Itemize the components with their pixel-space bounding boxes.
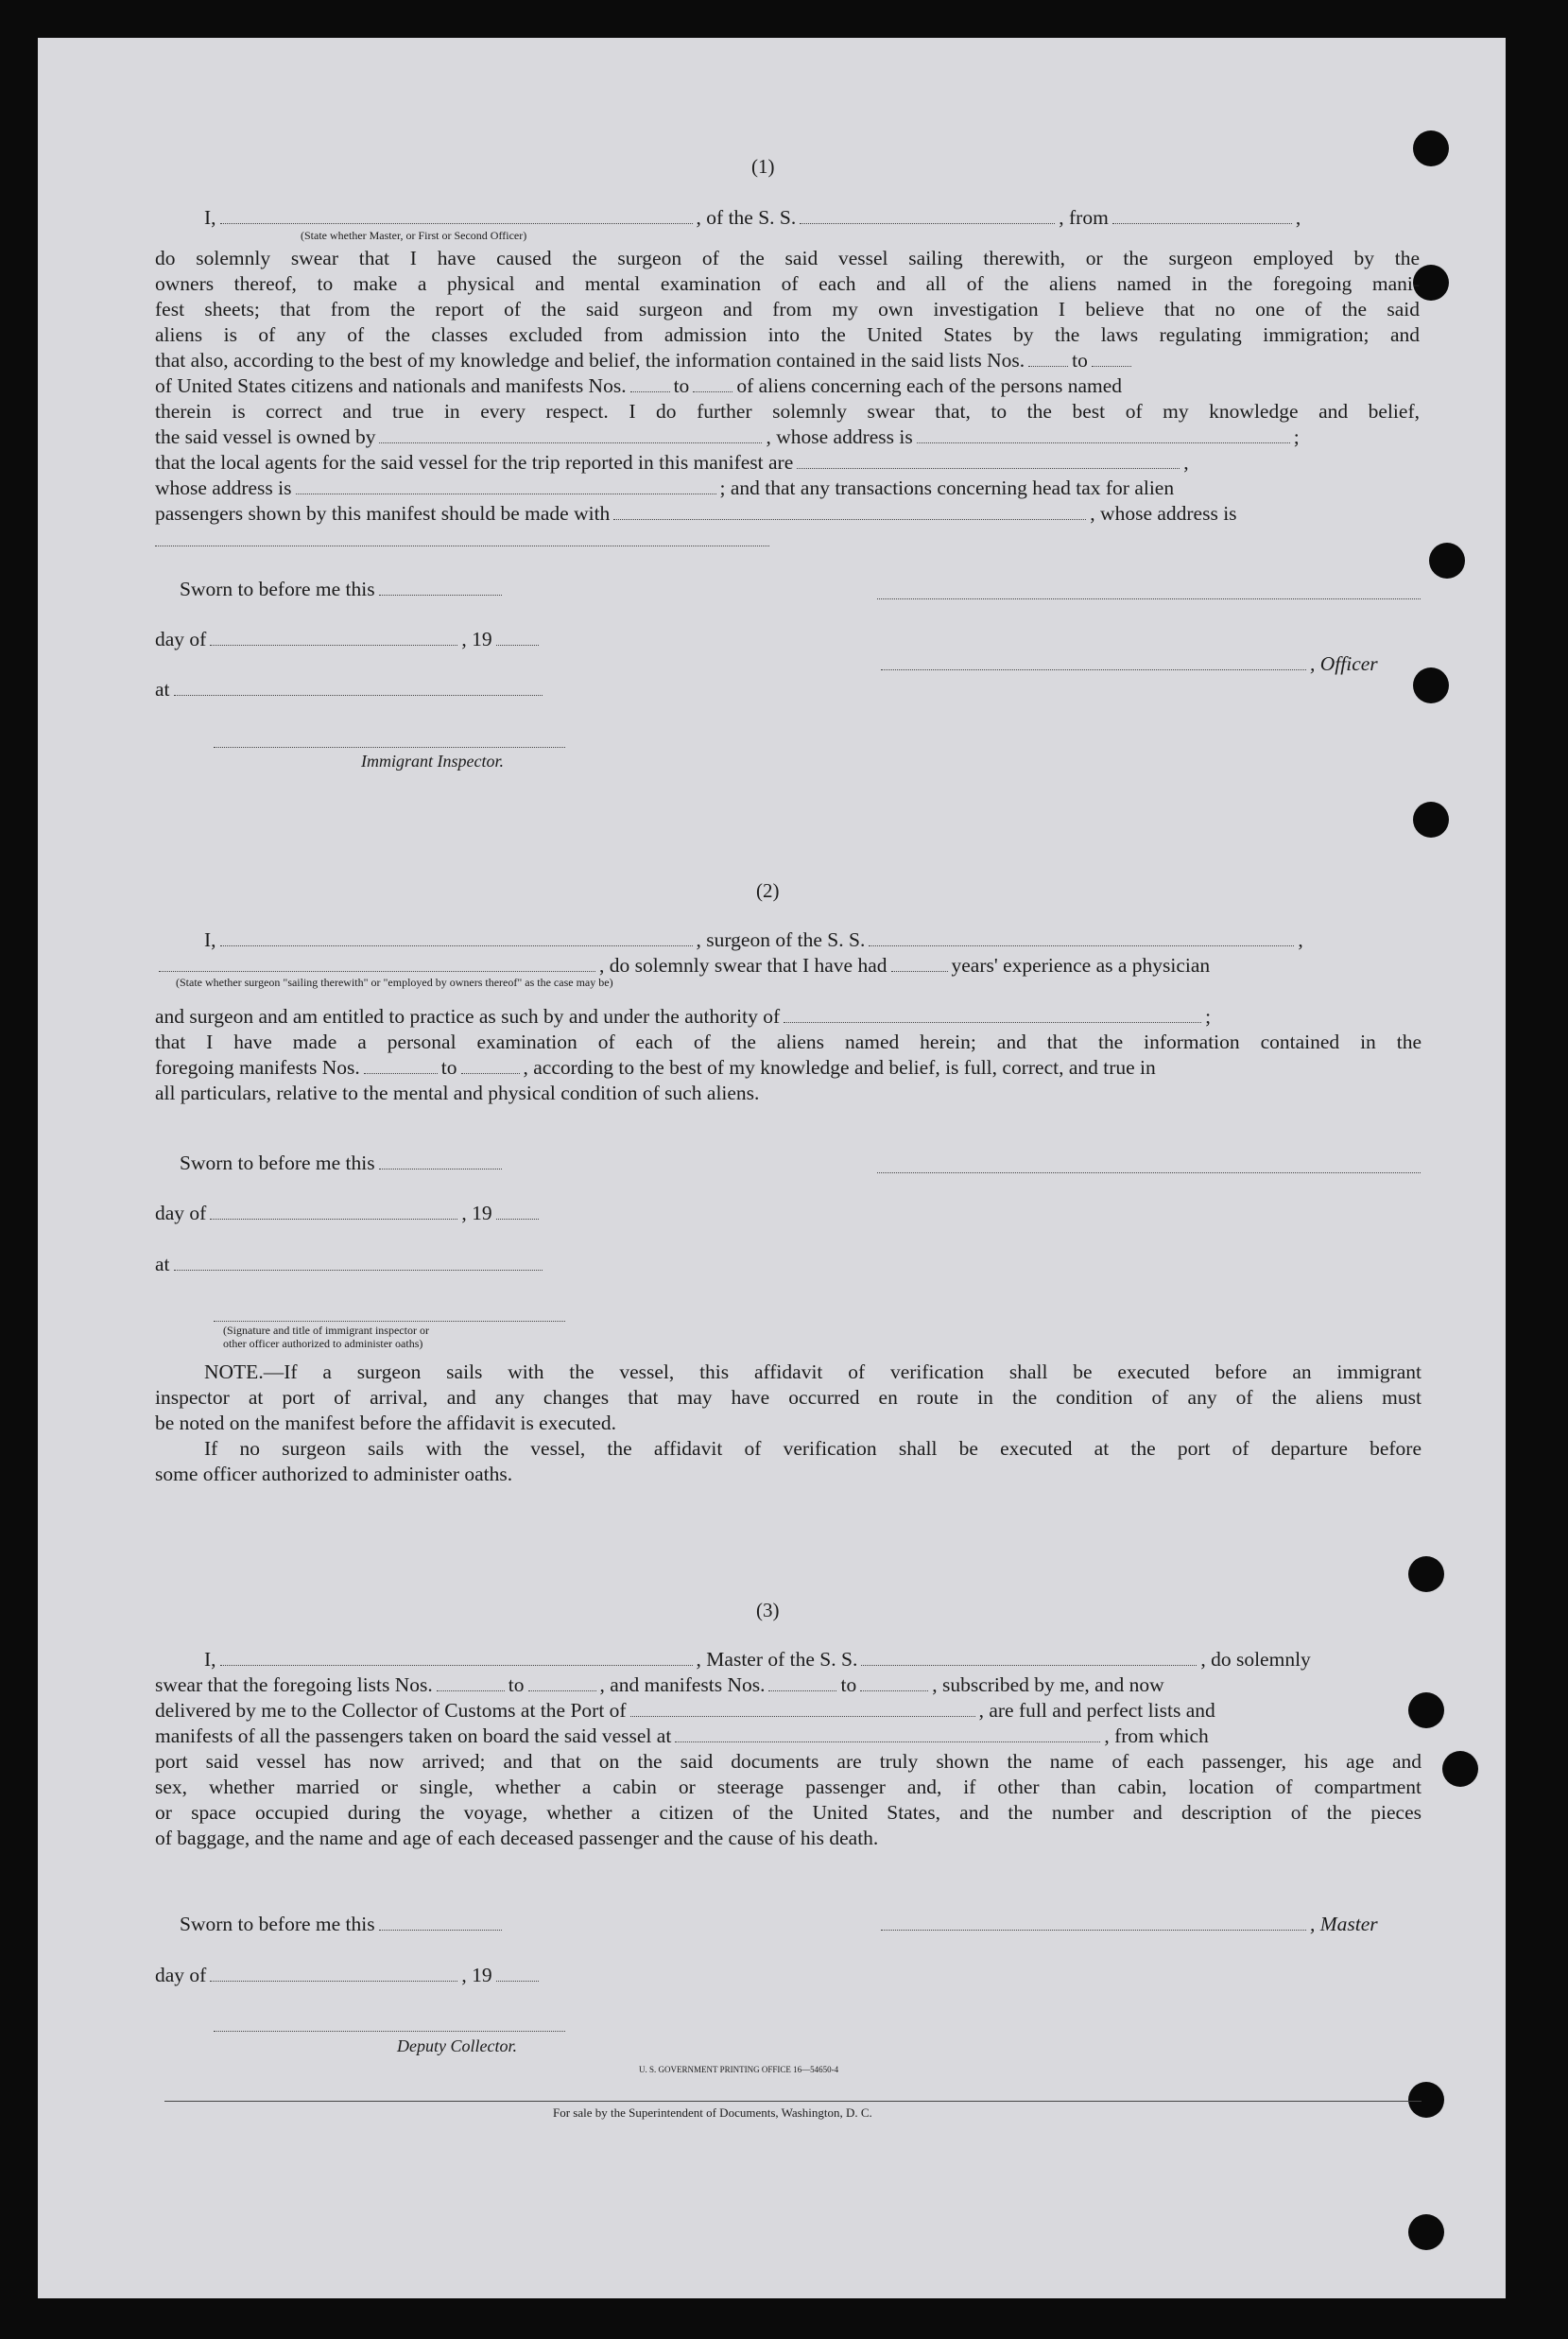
s3-day-line: day of , 19 (155, 1963, 543, 1988)
s2-sworn-line: Sworn to before me this (180, 1151, 506, 1176)
s2-line-1: I, , surgeon of the S. S. , (204, 928, 1303, 951)
master-name-field[interactable] (220, 1664, 693, 1666)
s2-day-month-field[interactable] (210, 1218, 457, 1220)
surgeon-status-field[interactable] (159, 970, 595, 972)
s3-master-line: , Master (877, 1912, 1378, 1937)
s2-sworn-date-field[interactable] (379, 1168, 502, 1170)
authority-field[interactable] (784, 1021, 1201, 1023)
section-number: (1) (751, 155, 775, 178)
section-number: (2) (756, 879, 780, 902)
s1-line-manifests: of United States citizens and nationals and manifests Nos. to of aliens concerning each of the persons named (155, 374, 1123, 397)
s1-text-line: aliens is of any of the classes excluded from admission into the United States by the laws regulating immigration; and (155, 323, 1420, 346)
s3-text-line: of baggage, and the name and age of each deceased passenger and the cause of his death. (155, 1827, 879, 1849)
note-line: If no surgeon sails with the vessel, the affidavit of verification shall be executed at the port of departure before (204, 1437, 1422, 1460)
punch-hole-icon (1413, 667, 1449, 703)
s2-text-line: all particulars, relative to the mental and physical condition of such aliens. (155, 1082, 760, 1104)
s3-sworn-line: Sworn to before me this (180, 1912, 506, 1937)
day-month-field[interactable] (210, 644, 457, 646)
s1-line-lists: that also, according to the best of my knowledge and belief, the information contained in the said lists Nos. to (155, 348, 1135, 373)
deputy-signature-field[interactable] (214, 2031, 565, 2032)
punch-hole-icon (1408, 2214, 1444, 2250)
s1-line-agent-address: whose address is ; and that any transactions concerning head tax for alien (155, 476, 1175, 499)
s2-line-3: and surgeon and am entitled to practice as such by and under the authority of ; (155, 1005, 1212, 1028)
s1-officer-line: , Officer (877, 651, 1378, 677)
years-field[interactable] (891, 970, 948, 972)
footer-rule (164, 2101, 1422, 2102)
s2-text-line: that I have made a personal examination of each of the aliens named herein; and that the information contained in the (155, 1031, 1422, 1053)
sale-imprint: For sale by the Superintendent of Documents, Washington, D. C. (553, 2105, 872, 2120)
s1-text-line: fest sheets; that from the report of the said surgeon and from my own investigation I believe that no one of the said (155, 298, 1420, 321)
vessel-name-field[interactable] (800, 222, 1055, 224)
year-field[interactable] (496, 644, 539, 646)
officer-title-field[interactable] (881, 668, 1306, 670)
deputy-collector-label: Deputy Collector. (397, 2036, 517, 2055)
boarding-port-field[interactable] (675, 1741, 1100, 1742)
s3-text-line: sex, whether married or single, whether a cabin or steerage passenger and, if other than cabin, location of compartment (155, 1776, 1422, 1798)
s2-at-line: at (155, 1252, 546, 1277)
agents-field[interactable] (797, 467, 1180, 469)
punch-hole-icon (1413, 802, 1449, 838)
s1-day-line: day of , 19 (155, 627, 543, 652)
s3-text-line: port said vessel has now arrived; and that on the said documents are truly shown the name of each passenger, his age and (155, 1750, 1422, 1773)
signature-title-note: (Signature and title of immigrant inspector or (223, 1324, 429, 1337)
s1-text-line: do solemnly swear that I have caused the surgeon of the said vessel sailing therewith, or the surgeon employed by the (155, 247, 1420, 269)
s3-day-month-field[interactable] (210, 1980, 457, 1982)
s2-line-5: foregoing manifests Nos. to , according to the best of my knowledge and belief, is full, correct, and true in (155, 1056, 1156, 1079)
head-tax-party-field[interactable] (613, 518, 1086, 520)
s2-day-line: day of , 19 (155, 1201, 543, 1226)
immigrant-inspector-label: Immigrant Inspector. (361, 752, 504, 771)
punch-hole-icon (1442, 1751, 1478, 1787)
s3-lists-from-field[interactable] (437, 1689, 505, 1691)
s3-sworn-date-field[interactable] (379, 1929, 502, 1931)
s2-manifest-from-field[interactable] (364, 1072, 438, 1074)
punch-hole-icon (1408, 1556, 1444, 1592)
from-port-field[interactable] (1112, 222, 1292, 224)
lists-to-field[interactable] (1092, 365, 1131, 367)
s1-sworn-line: Sworn to before me this (180, 577, 506, 602)
officer-name-field[interactable] (220, 222, 693, 224)
s3-manifests-to-field[interactable] (860, 1689, 928, 1691)
s3-vessel-field[interactable] (861, 1664, 1197, 1666)
form-page (38, 38, 1506, 2298)
signature-title-note: other officer authorized to administer oaths) (223, 1337, 423, 1350)
officer-signature-field[interactable] (877, 598, 1421, 599)
inspector-signature-field[interactable] (214, 747, 565, 748)
agents-address-field[interactable] (296, 493, 716, 494)
owner-field[interactable] (379, 442, 762, 443)
at-place-field[interactable] (174, 694, 543, 696)
gpo-imprint: U. S. GOVERNMENT PRINTING OFFICE 16—54650-4 (639, 2065, 839, 2074)
s3-line-4: manifests of all the passengers taken on board the said vessel at , from which (155, 1724, 1209, 1747)
s2-manifest-to-field[interactable] (461, 1072, 520, 1074)
s2-line-2: , do solemnly swear that I have had years' experience as a physician (155, 953, 1210, 979)
s1-at-line: at (155, 677, 546, 702)
surgeon-status-note: (State whether surgeon "sailing therewith" or "employed by owners thereof" as the case may be) (176, 976, 613, 989)
surgeon-name-field[interactable] (220, 944, 693, 946)
s3-year-field[interactable] (496, 1980, 539, 1982)
punch-hole-icon (1408, 2082, 1444, 2118)
s2-year-field[interactable] (496, 1218, 539, 1220)
s2-vessel-field[interactable] (869, 944, 1294, 946)
note-line: NOTE.—If a surgeon sails with the vessel, this affidavit of verification shall be executed before an immigrant (204, 1360, 1422, 1383)
s3-text-line: or space occupied during the voyage, whether a citizen of the United States, and the number and description of the pieces (155, 1801, 1422, 1824)
s2-at-place-field[interactable] (174, 1269, 543, 1271)
owner-address-field[interactable] (917, 442, 1290, 443)
s1-text-line: therein is correct and true in every respect. I do further solemnly swear that, to the best of my knowledge and belief, (155, 400, 1420, 423)
s3-manifests-from-field[interactable] (768, 1689, 836, 1691)
note-line: inspector at port of arrival, and any changes that may have occurred en route in the condition of any of the aliens must (155, 1386, 1422, 1409)
s1-line-owner: the said vessel is owned by , whose address is ; (155, 425, 1300, 448)
s1-line-1: I, , of the S. S. , from , (204, 206, 1301, 229)
port-field[interactable] (630, 1715, 975, 1717)
manifests-from-field[interactable] (630, 390, 670, 392)
surgeon-signature-field[interactable] (877, 1172, 1421, 1173)
lists-from-field[interactable] (1028, 365, 1068, 367)
s1-text-line: owners thereof, to make a physical and mental examination of each and all of the aliens named in the foregoing mani- (155, 272, 1420, 295)
note-line: some officer authorized to administer oaths. (155, 1463, 513, 1485)
punch-hole-icon (1429, 543, 1465, 579)
punch-hole-icon (1413, 130, 1449, 166)
s1-line-head-tax: passengers shown by this manifest should be made with , whose address is (155, 502, 1237, 525)
s3-line-1: I, , Master of the S. S. , do solemnly (204, 1648, 1311, 1671)
punch-hole-icon (1408, 1692, 1444, 1728)
s3-lists-to-field[interactable] (528, 1689, 596, 1691)
manifests-to-field[interactable] (693, 390, 732, 392)
s3-line-3: delivered by me to the Collector of Customs at the Port of , are full and perfect lists and (155, 1699, 1215, 1722)
s2-inspector-signature-field[interactable] (214, 1321, 565, 1322)
section-number: (3) (756, 1599, 780, 1621)
note-line: be noted on the manifest before the affidavit is executed. (155, 1412, 616, 1434)
sworn-date-field[interactable] (379, 594, 502, 596)
officer-rank-note: (State whether Master, or First or Second Officer) (301, 229, 527, 242)
s3-line-2: swear that the foregoing lists Nos. to , and manifests Nos. to , subscribed by me, and now (155, 1673, 1164, 1696)
master-signature-field[interactable] (881, 1929, 1306, 1931)
s1-line-agents: that the local agents for the said vessel for the trip reported in this manifest are , (155, 451, 1189, 474)
